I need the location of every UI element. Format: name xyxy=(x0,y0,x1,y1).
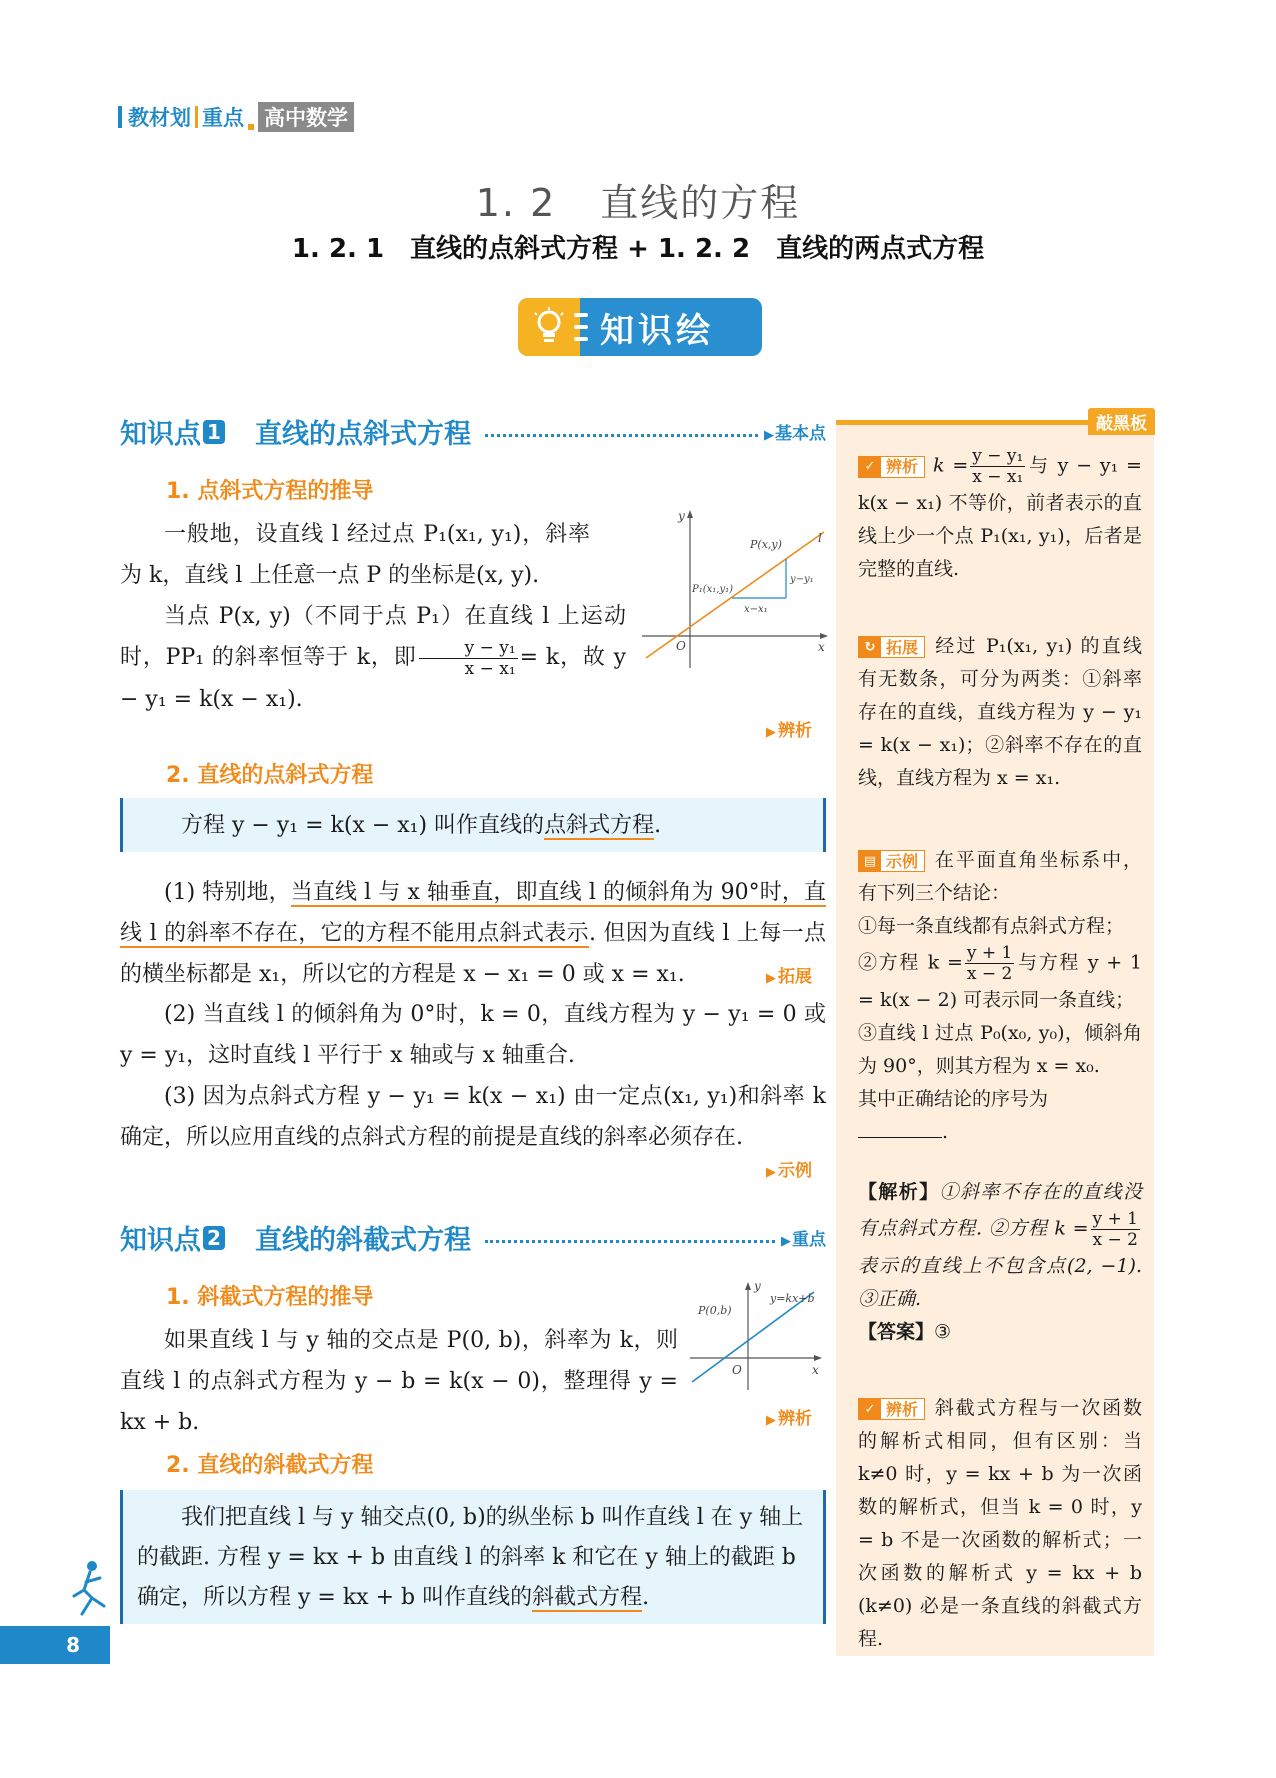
kp2-def-term: 斜截式方程 xyxy=(532,1585,643,1610)
kp1-title: 直线的点斜式方程 xyxy=(255,419,471,450)
answer-value: ③ xyxy=(934,1321,952,1343)
kp1-note1 xyxy=(120,872,826,995)
sidebar-b3-intro: 在平面直角坐标系中，有下列三个结论： xyxy=(858,849,1142,904)
sidebar-b3-item2a: ②方程 k = xyxy=(858,951,963,974)
expand-icon: ↻ xyxy=(859,636,881,658)
brand-part2: 重点 xyxy=(202,106,244,130)
section-subtitle: 1. 2. 1 直线的点斜式方程 + 1. 2. 2 直线的两点式方程 xyxy=(291,234,985,264)
kp2-tag: ▶ 重点 xyxy=(781,1225,826,1250)
sidebar-tag-4: ✓ 辨析 xyxy=(858,1398,925,1420)
kp1-p2b: = k，故 y − y₁ = k(x − x₁). xyxy=(120,645,626,712)
sidebar-b3-item3: ③直线 l 过点 P₀(x₀, y₀)，倾斜角为 90°，则其方程为 x = x₀. xyxy=(858,1022,1142,1077)
sidebar-b3-fraction: $\frac{y + 1}{x - 2}$ xyxy=(966,943,1013,984)
kp1-label: 知识点 xyxy=(120,419,201,450)
figure-point-slope xyxy=(640,508,830,676)
solution-label: 【解析】 xyxy=(858,1181,940,1203)
brand-separator xyxy=(195,106,198,128)
fig1-y-arrow xyxy=(687,510,693,518)
solution-text-b: 表示的直线上不包含点(2, −1). ③正确. xyxy=(858,1255,1142,1310)
fig2-p-label: P(0,b) xyxy=(698,1304,732,1317)
fig2-x-arrow xyxy=(814,1355,822,1361)
kp1-p1: 一般地，设直线 l 经过点 P₁(x₁, y₁)，斜率为 k，直线 l 上任意一点 P 的坐标是(x, y). xyxy=(120,522,590,588)
kp2-def-a: 我们把直线 l 与 y 轴交点(0, b)的纵坐标 b 叫作直线 l 在 y 轴上的截距. 方程 y = kx + b 由直线 l 的斜率 k 和它在 y 轴上的截距 b 确定，所以方程 y = kx + b 叫作直线的 xyxy=(137,1505,804,1610)
kp1-frac-num: y − y₁ xyxy=(419,638,518,659)
kp1-heading xyxy=(120,412,826,451)
runner-figure-icon xyxy=(70,1558,110,1618)
kp1-p2 xyxy=(120,596,626,720)
kp2-sub2: 2. 直线的斜截式方程 xyxy=(166,1453,374,1478)
fig2-eq-label: y=kx+b xyxy=(770,1292,815,1305)
kp2-label: 知识点 xyxy=(120,1225,201,1256)
lightbulb-icon xyxy=(518,298,580,356)
fig1-dx-label: x−x₁ xyxy=(744,604,768,615)
check-icon: ✓ xyxy=(859,1398,881,1420)
solution-text-a: ①斜率不存在的直线没有点斜式方程. ②方程 k = xyxy=(858,1181,1142,1240)
kp2-sub1: 1. 斜截式方程的推导 xyxy=(166,1285,374,1310)
brand-part1: 教材划 xyxy=(128,106,191,130)
figure-slope-intercept xyxy=(686,1278,826,1396)
sidebar-block-2 xyxy=(858,630,1142,795)
fig1-dy-label: y−y₁ xyxy=(790,574,814,585)
fig1-y-label: y xyxy=(678,509,685,523)
kp1-n1-a: (1) 特别地， xyxy=(164,880,291,905)
binder-rings xyxy=(572,313,590,341)
brand-bar xyxy=(118,106,122,128)
kp1-n1-b: . 但因为直线 l 上每一点的横坐标都是 x₁，所以它的方程是 x − x₁ = 0 或 x = x₁. xyxy=(120,921,826,987)
check-icon: ✓ xyxy=(859,456,881,478)
fig1-l-label: l xyxy=(818,531,822,545)
sidebar-block-3: ▤ 示例 在平面直角坐标系中，有下列三个结论： ①每一条直线都有点斜式方程； ②方程 k = $\frac{y + 1}{x - 2}$ 与方程 y + 1 = k(x − 2) 可表示同一条直线； ③直线 l 过点 P₀(x₀, y₀)，倾斜角为 90°，则其方程为 x = x₀. 其中正确结论的序号为 . xyxy=(858,849,1142,1143)
kp1-side-tag-1: ▶ 辨析 xyxy=(766,716,812,741)
kp2-def-b: . xyxy=(642,1585,650,1610)
fig1-line-l xyxy=(646,532,824,658)
kp2-title: 直线的斜截式方程 xyxy=(255,1225,471,1256)
sidebar-b3-item1: ①每一条直线都有点斜式方程； xyxy=(858,915,1125,937)
section-title-text: 直线的方程 xyxy=(600,181,801,225)
fig2-x-label: x xyxy=(812,1363,819,1377)
sidebar-b1-fraction: $\frac{\text{y − y₁}}{\text{x − x₁}}$ xyxy=(972,446,1024,487)
section-number: 1. 2 xyxy=(475,181,557,225)
kp1-frac-den: x − x₁ xyxy=(464,658,516,679)
sidebar-tag-2: ↻ 拓展 xyxy=(858,636,925,658)
sidebar-title: 敲黑板 xyxy=(1088,408,1155,435)
sidebar-b4-text: 斜截式方程与一次函数的解析式相同，但有区别：当 k≠0 时，y = kx + b 为一次函数的解析式，但当 k = 0 时，y = b 不是一次函数的解析式；一次函数的解析式 y = kx + b (k≠0) 必是一条直线的斜截式方程. xyxy=(858,1397,1142,1650)
sidebar-tag-3: ▤ 示例 xyxy=(858,850,925,872)
fig1-p1-label: P₁(x₁,y₁) xyxy=(692,584,734,595)
banner-label: 知识绘 xyxy=(600,310,714,351)
kp1-p2a: 当点 P(x, y)（不同于点 P₁）在直线 l 上运动时，PP₁ 的斜率恒等于 k，即 xyxy=(120,604,626,670)
kp2-side-tag-1: ▶ 辨析 xyxy=(766,1404,812,1429)
section-title xyxy=(0,172,1276,227)
kp2-dotted-leader xyxy=(485,1240,775,1243)
kp1-note2: (2) 当直线 l 的倾斜角为 0°时，k = 0，直线方程为 y − y₁ = 0 或 y = y₁，这时直线 l 平行于 x 轴或与 x 轴重合. xyxy=(120,1002,826,1068)
fig2-origin-label: O xyxy=(732,1363,742,1377)
page-number: 8 xyxy=(0,1626,110,1664)
kp1-def-b: . xyxy=(654,813,662,838)
fig1-x-label: x xyxy=(818,640,825,654)
fig1-origin-label: O xyxy=(676,639,686,653)
sidebar-tag-1: ✓ 辨析 xyxy=(858,456,925,478)
sidebar-block-1 xyxy=(858,446,1142,586)
solution-fraction: $\frac{y + 1}{x - 2}$ xyxy=(1092,1209,1138,1250)
kp1-number: 1 xyxy=(203,420,225,444)
kp1-tag: ▶ 基本点 xyxy=(764,419,826,444)
fig2-y-arrow xyxy=(745,1282,751,1290)
kp2-heading xyxy=(120,1218,826,1257)
brand-dot xyxy=(248,124,254,130)
fig1-x-arrow xyxy=(820,633,828,639)
sidebar-solution xyxy=(858,1176,1142,1349)
kp2-definition-box xyxy=(120,1490,826,1624)
kp2-p1: 如果直线 l 与 y 轴的交点是 P(0, b)，斜率为 k，则直线 l 的点斜式方程为 y − b = k(x − 0)，整理得 y = kx + b. xyxy=(120,1328,678,1435)
sidebar-block-4 xyxy=(858,1392,1142,1656)
kp1-dotted-leader xyxy=(485,434,758,437)
sidebar-b2-text: 经过 P₁(x₁, y₁) 的直线有无数条，可分为两类：①斜率存在的直线，直线方程为 y − y₁ = k(x − x₁)；②斜率不存在的直线，直线方程为 x = x₁. xyxy=(858,635,1142,789)
kp1-sub1: 1. 点斜式方程的推导 xyxy=(166,479,374,504)
kp1-def-term: 点斜式方程 xyxy=(544,813,655,838)
fig2-y-label: y xyxy=(754,1279,761,1293)
sidebar-b3-question: 其中正确结论的序号为 xyxy=(858,1088,1049,1110)
kp1-def-a: 方程 y − y₁ = k(x − x₁) 叫作直线的 xyxy=(181,813,545,838)
document-icon: ▤ xyxy=(859,850,881,872)
sidebar-b1-k: k = xyxy=(933,454,969,477)
brand-header xyxy=(118,104,354,130)
kp1-note3: (3) 因为点斜式方程 y − y₁ = k(x − x₁) 由一定点(x₁, y₁)和斜率 k 确定，所以应用直线的点斜式方程的前提是直线的斜率必须存在. xyxy=(120,1084,826,1150)
kp2-number: 2 xyxy=(203,1226,225,1250)
kp1-side-tag-2: ▶ 拓展 xyxy=(766,962,812,987)
kp1-n1-underlined: 当直线 l 与 x 轴垂直，即直线 l 的倾斜角为 90°时，直线 l 的斜率不存在，它的方程不能用点斜式表示 xyxy=(120,880,826,946)
kp1-side-tag-3: ▶ 示例 xyxy=(766,1156,812,1181)
banner xyxy=(518,298,762,356)
subject-label: 高中数学 xyxy=(258,102,354,132)
kp1-sub2: 2. 直线的点斜式方程 xyxy=(166,763,374,788)
kp1-fraction xyxy=(419,638,518,679)
answer-blank xyxy=(858,1116,942,1138)
sidebar-b1-text: 与 y − y₁ = k(x − x₁) 不等价，前者表示的直线上少一个点 P₁(x₁, y₁)，后者是完整的直线. xyxy=(858,454,1142,580)
answer-label: 【答案】 xyxy=(858,1321,935,1343)
kp1-definition-box xyxy=(120,798,826,852)
sidebar-b3-item2b: 与方程 y + 1 = k(x − 2) 可表示同一条直线； xyxy=(858,951,1142,1011)
fig1-p-label: P(x,y) xyxy=(750,538,782,551)
